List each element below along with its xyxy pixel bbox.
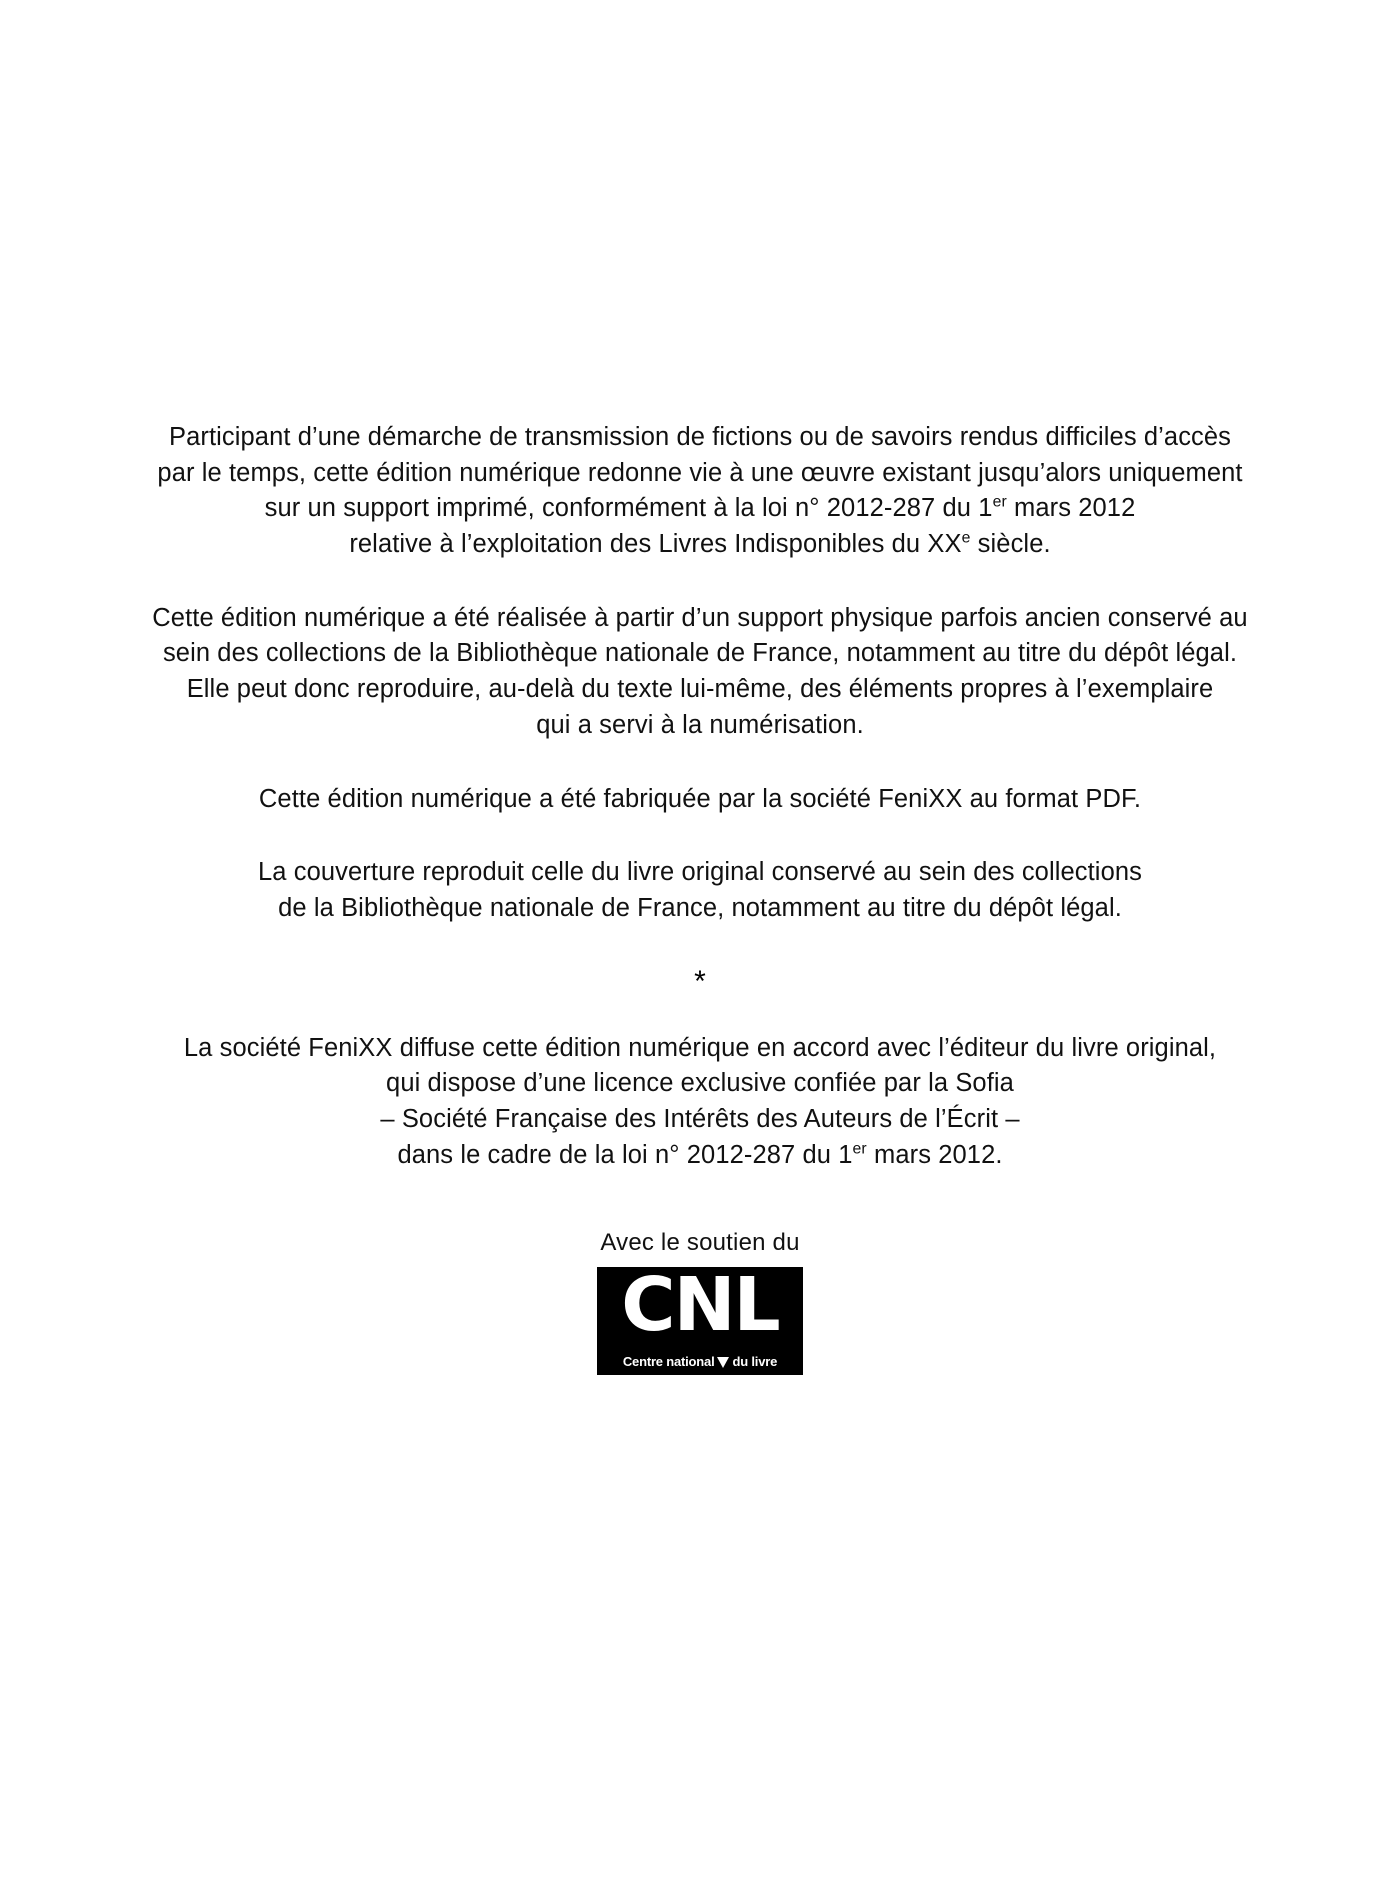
cnl-subtitle-right: du livre	[732, 1354, 778, 1370]
cnl-subtitle	[597, 1354, 803, 1369]
legal-notice-content	[0, 420, 1400, 1380]
line-4: qui a servi à la numérisation.	[536, 710, 864, 739]
cnl-tick-icon	[717, 1357, 729, 1368]
paragraph-transmission	[135, 420, 1265, 563]
line-3: sur un support imprimé, conformément à la loi n° 2012-287 du 1er mars 2012	[264, 493, 1136, 523]
cnl-letters: CNL	[621, 1262, 779, 1349]
spacer	[0, 563, 1400, 601]
line-1: La société FeniXX diffuse cette édition numérique en accord avec l’éditeur du livre original,	[183, 1033, 1217, 1062]
ordinal-suffix-e: e	[961, 529, 971, 547]
paragraph-cover	[135, 855, 1265, 926]
paragraph-source-support	[135, 601, 1265, 744]
spacer	[0, 997, 1400, 1031]
line-1: Cette édition numérique a été fabriquée par la société FeniXX au format PDF.	[258, 784, 1142, 813]
cnl-subtitle-left: Centre national	[622, 1354, 715, 1370]
ordinal-suffix-er: er	[992, 493, 1007, 511]
support-caption: Avec le soutien du	[600, 1229, 800, 1257]
paragraph-fabrication	[135, 782, 1265, 818]
line-1: Participant d’une démarche de transmission de fictions ou de savoirs rendus difficiles d’accès	[168, 423, 1232, 451]
line-2: sein des collections de la Bibliothèque nationale de France, notamment au titre du dépôt légal.	[162, 639, 1238, 668]
section-separator-asterisk: *	[694, 964, 706, 998]
spacer	[0, 817, 1400, 855]
spacer	[0, 744, 1400, 782]
line-2: par le temps, cette édition numérique redonne vie à une œuvre existant jusqu’alors uniquement	[157, 458, 1243, 487]
line-3: Elle peut donc reproduire, au-delà du texte lui-même, des éléments propres à l’exemplaire	[186, 675, 1214, 704]
line-3: – Société Française des Intérêts des Auteurs de l’Écrit –	[380, 1104, 1020, 1133]
support-logo-block	[0, 1229, 1400, 1380]
ordinal-suffix-er: er	[852, 1140, 867, 1158]
line-1: La couverture reproduit celle du livre original conservé au sein des collections	[258, 858, 1142, 887]
line-1: Cette édition numérique a été réalisée à partir d’un support physique parfois ancien conservé au	[152, 603, 1248, 632]
cnl-logo	[597, 1262, 803, 1375]
spacer	[0, 927, 1400, 961]
line-4: dans le cadre de la loi n° 2012-287 du 1er mars 2012.	[397, 1140, 1003, 1169]
line-4: relative à l’exploitation des Livres Indisponibles du XXe siècle.	[349, 529, 1051, 559]
line-2: de la Bibliothèque nationale de France, notamment au titre du dépôt légal.	[278, 893, 1122, 922]
line-2: qui dispose d’une licence exclusive confiée par la Sofia	[386, 1069, 1014, 1098]
paragraph-distribution	[135, 1031, 1265, 1174]
